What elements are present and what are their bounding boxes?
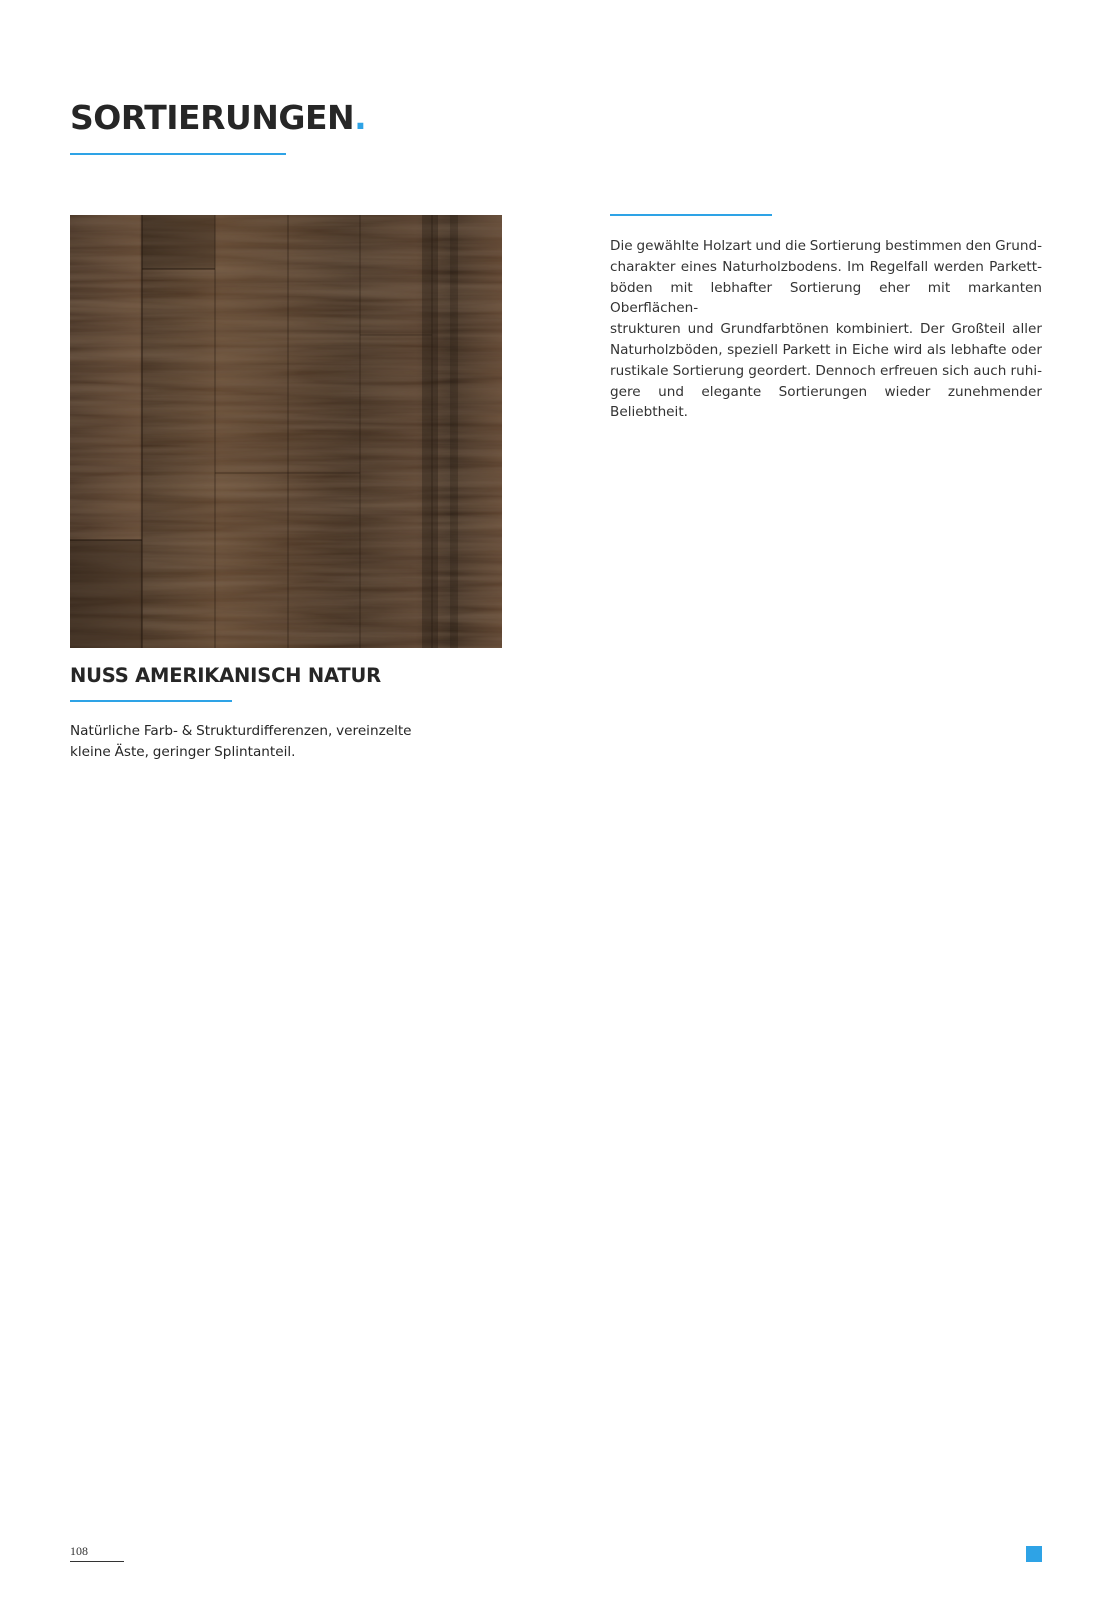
intro-line: böden mit lebhafter Sortierung eher mit markanten Oberflächen-: [610, 279, 1042, 317]
title-underline: [70, 153, 286, 155]
intro-line: charakter eines Naturholzbodens. Im Regelfall werden Parkett-: [610, 258, 1042, 275]
dark-board: [70, 540, 142, 648]
page-title-dot: .: [354, 98, 367, 137]
dark-streak: [450, 215, 458, 648]
intro-line: gere und elegante Sortierungen wieder zunehmender Beliebtheit.: [610, 383, 1042, 421]
intro-line: rustikale Sortierung geordert. Dennoch erfreuen sich auch ruhi-: [610, 362, 1042, 379]
intro-line: Die gewählte Holzart und die Sortierung bestimmen den Grund-: [610, 238, 1042, 254]
page-number-rule: [70, 1561, 124, 1562]
page-title: [70, 100, 366, 136]
corner-marker: [1026, 1546, 1042, 1562]
product-title: NUSS AMERIKANISCH NATUR: [70, 664, 381, 687]
product-description-line: Natürliche Farb- & Strukturdifferenzen, vereinzelte: [70, 723, 412, 739]
intro-rule: [610, 214, 772, 216]
page-title-text: SORTIERUNGEN: [70, 98, 355, 137]
wood-sample-image: [70, 215, 502, 648]
intro-line: Naturholzböden, speziell Parkett in Eiche wird als lebhafte oder: [610, 341, 1042, 358]
dark-streak: [422, 215, 438, 648]
dark-board: [142, 215, 215, 269]
product-title-underline: [70, 700, 232, 702]
product-description-line: kleine Äste, geringer Splintanteil.: [70, 743, 296, 760]
wood-texture-graphic: [70, 215, 502, 648]
product-description: [70, 721, 430, 763]
intro-paragraph: [610, 236, 1042, 423]
intro-line: strukturen und Grundfarbtönen kombiniert. Der Großteil aller: [610, 321, 1042, 338]
page-number: 108: [70, 1544, 88, 1558]
